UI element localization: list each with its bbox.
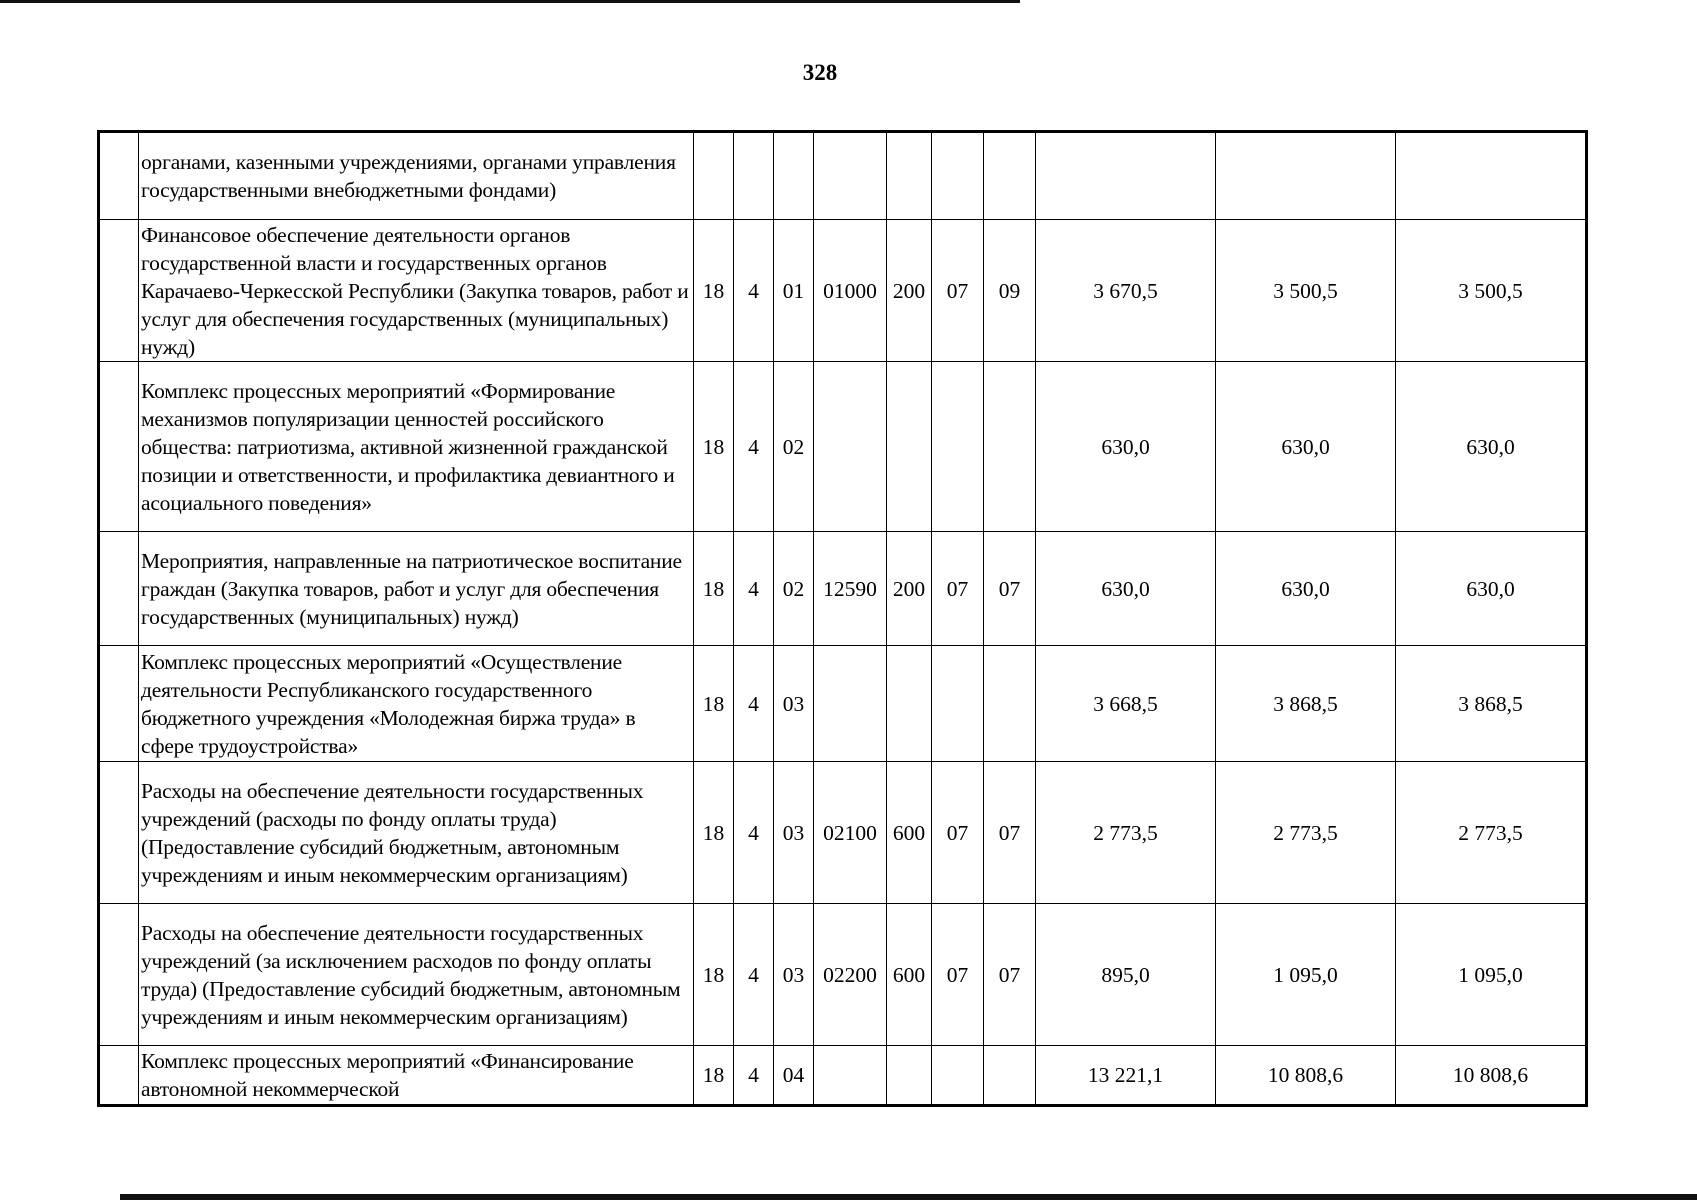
- code-cell-6: [932, 646, 984, 762]
- amount-cell-2: 3 500,5: [1216, 220, 1396, 362]
- budget-table: [97, 130, 1588, 1107]
- code-cell-2: 4: [734, 362, 774, 532]
- code-cell-2: 4: [734, 762, 774, 904]
- code-cell-5: 600: [887, 904, 932, 1046]
- code-cell-4: 02100: [814, 762, 887, 904]
- amount-cell-2: 630,0: [1216, 532, 1396, 646]
- row-name: Комплекс процессных мероприятий «Финансирование автономной некоммерческой: [139, 1046, 694, 1106]
- code-cell-1: 18: [694, 646, 734, 762]
- table-row: [99, 904, 1587, 1046]
- code-cell-6: [932, 1046, 984, 1106]
- amount-cell-1: [1036, 132, 1216, 220]
- code-cell-1: 18: [694, 362, 734, 532]
- amount-cell-3: 3 500,5: [1396, 220, 1587, 362]
- code-cell-2: 4: [734, 646, 774, 762]
- code-cell-3: 03: [774, 646, 814, 762]
- code-cell-5: 200: [887, 220, 932, 362]
- code-cell-1: 18: [694, 220, 734, 362]
- table-row: [99, 1046, 1587, 1106]
- amount-cell-3: [1396, 132, 1587, 220]
- table-row: [99, 532, 1587, 646]
- code-cell-7: 07: [984, 532, 1036, 646]
- scan-edge-top: [0, 0, 1020, 3]
- code-cell-7: 09: [984, 220, 1036, 362]
- code-cell-7: [984, 362, 1036, 532]
- amount-cell-2: 10 808,6: [1216, 1046, 1396, 1106]
- code-cell-4: [814, 1046, 887, 1106]
- code-cell-1: 18: [694, 762, 734, 904]
- table-row: [99, 132, 1587, 220]
- amount-cell-2: 630,0: [1216, 362, 1396, 532]
- row-name: органами, казенными учреждениями, органами управления государственными внебюджетными фондами): [139, 132, 694, 220]
- code-cell-5: 200: [887, 532, 932, 646]
- row-number-cell: [99, 1046, 139, 1106]
- row-name: Мероприятия, направленные на патриотическое воспитание граждан (Закупка товаров, работ и услуг для обеспечения государственных (муниципальных) нужд): [139, 532, 694, 646]
- row-name: Комплекс процессных мероприятий «Формирование механизмов популяризации ценностей российского общества: патриотизма, активной жизненной гражданской позиции и ответственности, и профилактика девиантного и асоциального поведения»: [139, 362, 694, 532]
- row-name: Расходы на обеспечение деятельности государственных учреждений (за исключением расходов по фонду оплаты труда) (Предоставление субсидий бюджетным, автономным учреждениям и иным некоммерческим организациям): [139, 904, 694, 1046]
- row-number-cell: [99, 132, 139, 220]
- amount-cell-3: 630,0: [1396, 362, 1587, 532]
- code-cell-7: 07: [984, 762, 1036, 904]
- code-cell-2: 4: [734, 532, 774, 646]
- amount-cell-3: 1 095,0: [1396, 904, 1587, 1046]
- page-number: 328: [802, 60, 838, 85]
- amount-cell-1: 895,0: [1036, 904, 1216, 1046]
- row-number-cell: [99, 762, 139, 904]
- code-cell-1: [694, 132, 734, 220]
- row-number-cell: [99, 220, 139, 362]
- amount-cell-3: 10 808,6: [1396, 1046, 1587, 1106]
- code-cell-3: [774, 132, 814, 220]
- code-cell-3: 02: [774, 362, 814, 532]
- code-cell-2: [734, 132, 774, 220]
- row-number-cell: [99, 904, 139, 1046]
- row-name: Финансовое обеспечение деятельности органов государственной власти и государственных органов Карачаево-Черкесской Республики (Закупка товаров, работ и услуг для обеспечения государственных (муниципальных) нужд): [139, 220, 694, 362]
- amount-cell-1: 630,0: [1036, 362, 1216, 532]
- code-cell-4: 12590: [814, 532, 887, 646]
- row-number-cell: [99, 646, 139, 762]
- code-cell-3: 04: [774, 1046, 814, 1106]
- code-cell-4: [814, 362, 887, 532]
- code-cell-5: [887, 646, 932, 762]
- code-cell-2: 4: [734, 904, 774, 1046]
- table-row: [99, 220, 1587, 362]
- code-cell-5: [887, 1046, 932, 1106]
- amount-cell-1: 13 221,1: [1036, 1046, 1216, 1106]
- code-cell-5: [887, 132, 932, 220]
- amount-cell-2: [1216, 132, 1396, 220]
- table-row: [99, 646, 1587, 762]
- code-cell-4: [814, 132, 887, 220]
- amount-cell-2: 2 773,5: [1216, 762, 1396, 904]
- code-cell-3: 01: [774, 220, 814, 362]
- amount-cell-1: 3 670,5: [1036, 220, 1216, 362]
- amount-cell-3: 630,0: [1396, 532, 1587, 646]
- code-cell-2: 4: [734, 1046, 774, 1106]
- code-cell-2: 4: [734, 220, 774, 362]
- code-cell-1: 18: [694, 904, 734, 1046]
- code-cell-6: 07: [932, 532, 984, 646]
- amount-cell-2: 1 095,0: [1216, 904, 1396, 1046]
- code-cell-7: 07: [984, 904, 1036, 1046]
- code-cell-6: 07: [932, 762, 984, 904]
- amount-cell-1: 630,0: [1036, 532, 1216, 646]
- amount-cell-3: 2 773,5: [1396, 762, 1587, 904]
- table-row: [99, 762, 1587, 904]
- code-cell-7: [984, 646, 1036, 762]
- code-cell-3: 03: [774, 762, 814, 904]
- code-cell-5: [887, 362, 932, 532]
- code-cell-6: [932, 362, 984, 532]
- code-cell-1: 18: [694, 1046, 734, 1106]
- code-cell-7: [984, 1046, 1036, 1106]
- code-cell-3: 02: [774, 532, 814, 646]
- code-cell-4: 01000: [814, 220, 887, 362]
- row-number-cell: [99, 362, 139, 532]
- code-cell-6: 07: [932, 904, 984, 1046]
- row-name: Расходы на обеспечение деятельности государственных учреждений (расходы по фонду оплаты труда) (Предоставление субсидий бюджетным, автономным учреждениям и иным некоммерческим организациям): [139, 762, 694, 904]
- table-row: [99, 362, 1587, 532]
- code-cell-1: 18: [694, 532, 734, 646]
- amount-cell-2: 3 868,5: [1216, 646, 1396, 762]
- row-number-cell: [99, 532, 139, 646]
- scan-edge-bottom: [120, 1194, 1697, 1200]
- code-cell-5: 600: [887, 762, 932, 904]
- code-cell-6: 07: [932, 220, 984, 362]
- table-body: [99, 132, 1587, 1106]
- amount-cell-3: 3 868,5: [1396, 646, 1587, 762]
- code-cell-4: [814, 646, 887, 762]
- amount-cell-1: 3 668,5: [1036, 646, 1216, 762]
- code-cell-4: 02200: [814, 904, 887, 1046]
- code-cell-3: 03: [774, 904, 814, 1046]
- row-name: Комплекс процессных мероприятий «Осуществление деятельности Республиканского государственного бюджетного учреждения «Молодежная биржа труда» в сфере трудоустройства»: [139, 646, 694, 762]
- code-cell-6: [932, 132, 984, 220]
- amount-cell-1: 2 773,5: [1036, 762, 1216, 904]
- code-cell-7: [984, 132, 1036, 220]
